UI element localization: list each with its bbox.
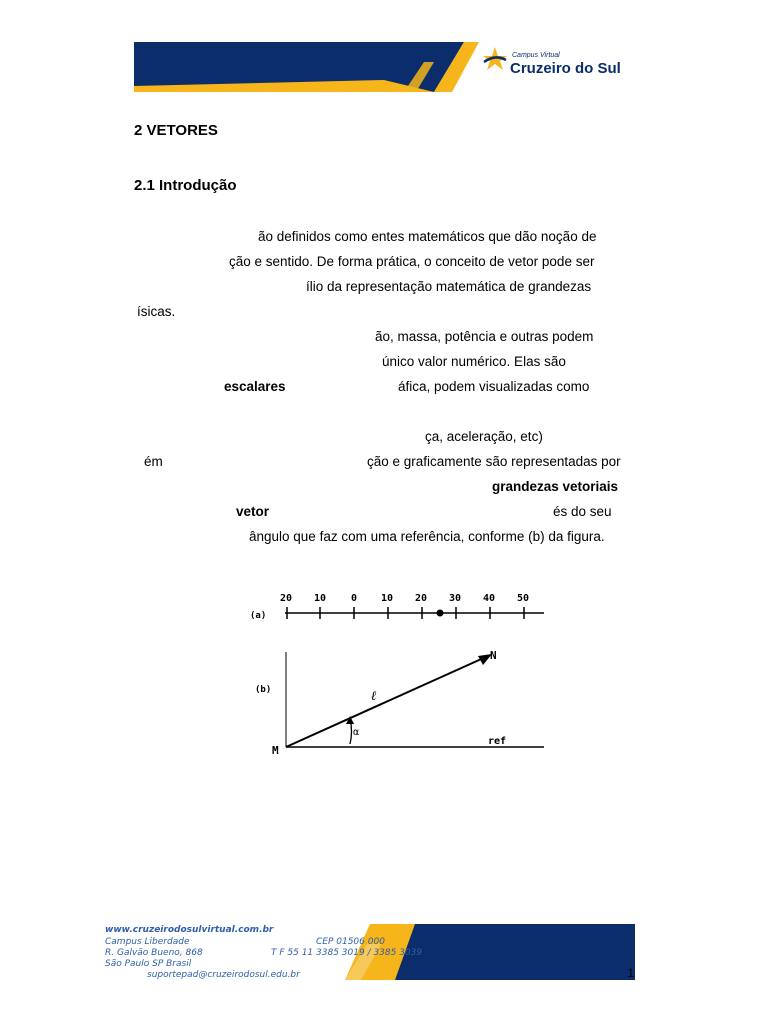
point-m-label: M xyxy=(272,744,279,757)
text-line-11: és do seu xyxy=(553,504,612,519)
tick-label: 20 xyxy=(415,593,428,604)
ref-label: ref xyxy=(488,736,507,747)
vector-figure xyxy=(250,586,550,761)
vector-arrow xyxy=(286,656,488,747)
footer-address: R. Galvão Bueno, 868 xyxy=(105,948,203,958)
scale-marker-dot xyxy=(437,610,444,617)
footer-website[interactable]: www.cruzeirodosulvirtual.com.br xyxy=(105,925,274,935)
text-line-1: ão definidos como entes matemáticos que dão noção de xyxy=(258,229,597,244)
text-line-9: ém xyxy=(144,454,163,469)
text-bold-vetor: vetor xyxy=(236,504,270,519)
text-line-3: ílio da representação matemática de grandezas xyxy=(306,279,592,294)
section-heading: 2 VETORES xyxy=(134,122,218,139)
text-line-8: ça, aceleração, etc) xyxy=(425,429,543,444)
star-logo-icon xyxy=(482,46,508,72)
tick-label: 50 xyxy=(517,593,530,604)
footer-email[interactable]: suportepad@cruzeirodosul.edu.br xyxy=(147,970,300,980)
text-line-7: áfica, podem visualizadas como xyxy=(398,379,590,394)
logo xyxy=(482,46,508,77)
text-line-10: ção e graficamente são representadas por xyxy=(367,454,621,469)
tick-label: 40 xyxy=(483,593,496,604)
logo-title: Cruzeiro do Sul xyxy=(510,60,621,77)
angle-label: α xyxy=(353,727,360,738)
tick-label: 30 xyxy=(449,593,462,604)
footer-phone: T F 55 11 3385 3019 / 3385 3039 xyxy=(271,948,423,958)
tick-label: 10 xyxy=(381,593,394,604)
header-banner xyxy=(134,42,634,92)
tick-label: 10 xyxy=(314,593,327,604)
text-line-12: ângulo que faz com uma referência, conforme (b) da figura. xyxy=(249,529,605,544)
page-number: 1 xyxy=(627,966,634,980)
text-line-5: ão, massa, potência e outras podem xyxy=(375,329,594,344)
footer-cep: CEP 01506 000 xyxy=(316,937,385,947)
vector-label: ℓ xyxy=(371,689,377,704)
text-line-2: ção e sentido. De forma prática, o conceito de vetor pode ser xyxy=(229,254,595,269)
footer-city: São Paulo SP Brasil xyxy=(105,959,192,969)
tick-label: 20 xyxy=(280,593,293,604)
tick-label: 0 xyxy=(351,593,358,604)
logo-subtitle: Campus Virtual xyxy=(512,52,560,59)
footer-campus: Campus Liberdade xyxy=(105,937,190,947)
text-line-6: único valor numérico. Elas são xyxy=(382,354,566,369)
subsection-heading: 2.1 Introdução xyxy=(134,177,237,194)
point-n-label: N xyxy=(490,649,497,662)
figure-label-b: (b) xyxy=(255,685,272,695)
text-bold-grandezas-vetoriais: grandezas vetoriais xyxy=(492,479,619,494)
footer xyxy=(105,924,635,980)
text-bold-escalares: escalares xyxy=(224,379,286,394)
figure-label-a: (a) xyxy=(250,611,267,621)
text-line-4: ísicas. xyxy=(137,304,176,319)
